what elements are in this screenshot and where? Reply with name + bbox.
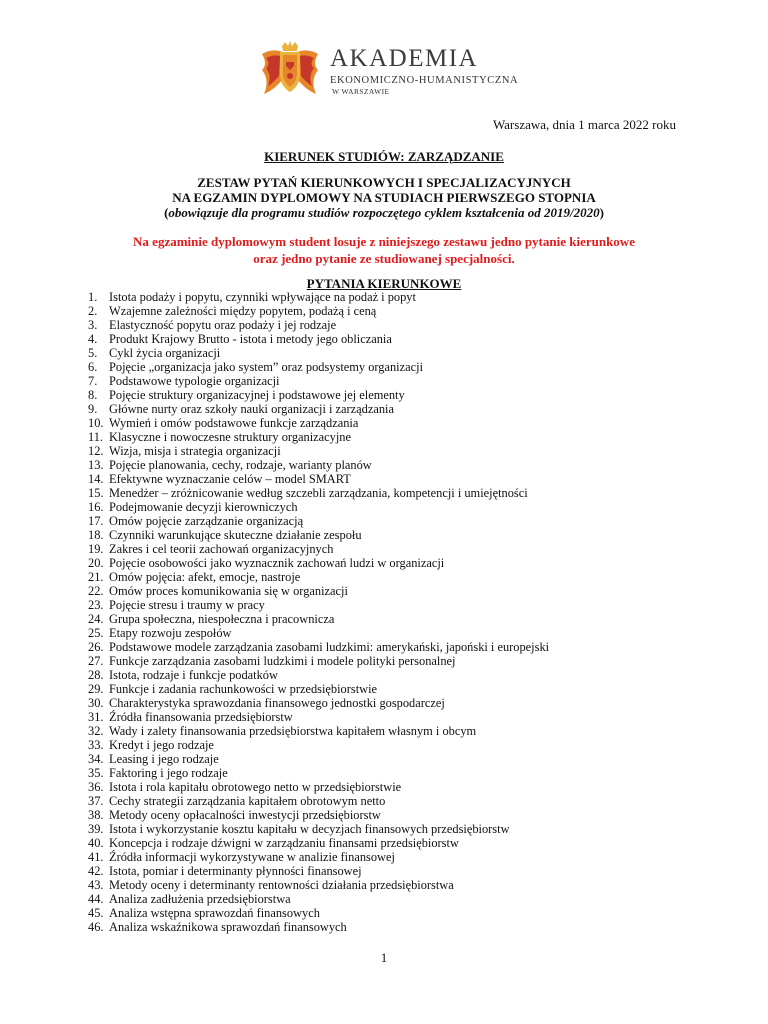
title-line-2: NA EGZAMIN DYPLOMOWY NA STUDIACH PIERWSZEGO STOPNIA bbox=[172, 190, 596, 205]
question-text: Analiza zadłużenia przedsiębiorstwa bbox=[109, 892, 291, 906]
question-text: Omów pojęcia: afekt, emocje, nastroje bbox=[109, 570, 301, 584]
question-number: 5. bbox=[88, 346, 98, 360]
question-item bbox=[88, 850, 688, 864]
question-text: Omów proces komunikowania się w organizacji bbox=[109, 584, 348, 598]
notice-line-2: oraz jedno pytanie ze studiowanej specjalności. bbox=[253, 251, 515, 266]
question-item bbox=[88, 892, 688, 906]
question-text: Analiza wstępna sprawozdań finansowych bbox=[109, 906, 320, 920]
question-item bbox=[88, 486, 688, 500]
question-text: Czynniki warunkujące skuteczne działanie zespołu bbox=[109, 528, 362, 542]
question-item bbox=[88, 724, 688, 738]
question-text: Podejmowanie decyzji kierowniczych bbox=[109, 500, 298, 514]
question-number: 34. bbox=[88, 752, 104, 766]
question-number: 42. bbox=[88, 864, 104, 878]
question-item bbox=[88, 668, 688, 682]
question-item bbox=[88, 710, 688, 724]
question-number: 9. bbox=[88, 402, 98, 416]
section-title: PYTANIA KIERUNKOWE bbox=[306, 276, 462, 291]
question-text: Zakres i cel teorii zachowań organizacyjnych bbox=[109, 542, 334, 556]
question-text: Charakterystyka sprawozdania finansowego jednostki gospodarczej bbox=[109, 696, 445, 710]
question-number: 41. bbox=[88, 850, 104, 864]
question-text: Elastyczność popytu oraz podaży i jej rodzaje bbox=[109, 318, 337, 332]
question-number: 23. bbox=[88, 598, 104, 612]
question-number: 27. bbox=[88, 654, 104, 668]
question-item bbox=[88, 318, 688, 332]
question-list bbox=[88, 290, 688, 934]
question-number: 14. bbox=[88, 472, 104, 486]
question-number: 25. bbox=[88, 626, 104, 640]
question-item bbox=[88, 472, 688, 486]
title-note: (obowiązuje dla programu studiów rozpoczętego cyklem kształcenia od 2019/2020) bbox=[164, 205, 604, 220]
question-number: 26. bbox=[88, 640, 104, 654]
question-number: 45. bbox=[88, 906, 104, 920]
question-text: Źródła informacji wykorzystywane w analizie finansowej bbox=[109, 850, 395, 864]
crest-icon bbox=[256, 40, 324, 100]
question-text: Leasing i jego rodzaje bbox=[109, 752, 219, 766]
question-item bbox=[88, 640, 688, 654]
question-text: Analiza wskaźnikowa sprawozdań finansowych bbox=[109, 920, 347, 934]
question-item bbox=[88, 808, 688, 822]
question-text: Istota, pomiar i determinanty płynności finansowej bbox=[109, 864, 362, 878]
question-number: 36. bbox=[88, 780, 104, 794]
question-number: 35. bbox=[88, 766, 104, 780]
question-item bbox=[88, 332, 688, 346]
question-text: Istota, rodzaje i funkcje podatków bbox=[109, 668, 278, 682]
exam-notice bbox=[0, 233, 768, 267]
question-number: 17. bbox=[88, 514, 104, 528]
question-number: 19. bbox=[88, 542, 104, 556]
question-text: Wizja, misja i strategia organizacji bbox=[109, 444, 281, 458]
question-item bbox=[88, 528, 688, 542]
question-number: 11. bbox=[88, 430, 104, 444]
question-text: Główne nurty oraz szkoły nauki organizacji i zarządzania bbox=[109, 402, 394, 416]
question-number: 4. bbox=[88, 332, 98, 346]
question-text: Cykl życia organizacji bbox=[109, 346, 221, 360]
question-text: Wymień i omów podstawowe funkcje zarządzania bbox=[109, 416, 359, 430]
question-text: Funkcje zarządzania zasobami ludzkimi i modele polityki personalnej bbox=[109, 654, 456, 668]
question-item bbox=[88, 920, 688, 934]
question-item bbox=[88, 864, 688, 878]
question-number: 38. bbox=[88, 808, 104, 822]
title-line-1: ZESTAW PYTAŃ KIERUNKOWYCH I SPECJALIZACYJNYCH bbox=[197, 175, 571, 190]
question-text: Pojęcie stresu i traumy w pracy bbox=[109, 598, 265, 612]
question-item bbox=[88, 626, 688, 640]
question-item bbox=[88, 444, 688, 458]
field-of-study-heading: KIERUNEK STUDIÓW: ZARZĄDZANIE bbox=[264, 149, 504, 164]
question-number: 20. bbox=[88, 556, 104, 570]
university-logo bbox=[256, 40, 518, 100]
question-text: Wzajemne zależności między popytem, podażą i ceną bbox=[109, 304, 377, 318]
question-text: Istota podaży i popytu, czynniki wpływające na podaż i popyt bbox=[109, 290, 416, 304]
question-item bbox=[88, 766, 688, 780]
question-text: Wady i zalety finansowania przedsiębiorstwa kapitałem własnym i obcym bbox=[109, 724, 477, 738]
question-item bbox=[88, 822, 688, 836]
question-item bbox=[88, 612, 688, 626]
notice-line-1: Na egzaminie dyplomowym student losuje z niniejszego zestawu jedno pytanie kierunkowe bbox=[133, 234, 635, 249]
question-item bbox=[88, 500, 688, 514]
question-number: 28. bbox=[88, 668, 104, 682]
question-item bbox=[88, 514, 688, 528]
question-item bbox=[88, 654, 688, 668]
question-number: 40. bbox=[88, 836, 104, 850]
page-number: 1 bbox=[380, 950, 388, 965]
question-number: 6. bbox=[88, 360, 98, 374]
question-text: Grupa społeczna, niespołeczna i pracownicza bbox=[109, 612, 335, 626]
question-number: 12. bbox=[88, 444, 104, 458]
document-title bbox=[0, 175, 768, 220]
question-text: Faktoring i jego rodzaje bbox=[109, 766, 228, 780]
question-item bbox=[88, 556, 688, 570]
question-number: 30. bbox=[88, 696, 104, 710]
logo-title: AKADEMIA bbox=[330, 45, 479, 72]
question-text: Menedżer – zróżnicowanie według szczebli zarządzania, kompetencji i umiejętności bbox=[109, 486, 528, 500]
question-text: Pojęcie struktury organizacyjnej i podstawowe jej elementy bbox=[109, 388, 405, 402]
question-number: 10. bbox=[88, 416, 104, 430]
question-number: 39. bbox=[88, 822, 104, 836]
question-item bbox=[88, 458, 688, 472]
question-item bbox=[88, 304, 688, 318]
logo-subtitle: EKONOMICZNO-HUMANISTYCZNA bbox=[330, 75, 519, 86]
question-text: Omów pojęcie zarządzanie organizacją bbox=[109, 514, 304, 528]
question-number: 3. bbox=[88, 318, 98, 332]
question-text: Cechy strategii zarządzania kapitałem obrotowym netto bbox=[109, 794, 386, 808]
question-item bbox=[88, 388, 688, 402]
question-text: Koncepcja i rodzaje dźwigni w zarządzaniu finansami przedsiębiorstw bbox=[109, 836, 459, 850]
question-item bbox=[88, 780, 688, 794]
question-number: 15. bbox=[88, 486, 104, 500]
question-text: Podstawowe modele zarządzania zasobami ludzkimi: amerykański, japoński i europejski bbox=[109, 640, 550, 654]
question-item bbox=[88, 430, 688, 444]
question-item bbox=[88, 416, 688, 430]
question-text: Metody oceny opłacalności inwestycji przedsiębiorstw bbox=[109, 808, 381, 822]
question-item bbox=[88, 836, 688, 850]
question-item bbox=[88, 598, 688, 612]
question-number: 44. bbox=[88, 892, 104, 906]
question-text: Funkcje i zadania rachunkowości w przedsiębiorstwie bbox=[109, 682, 378, 696]
question-number: 33. bbox=[88, 738, 104, 752]
question-number: 29. bbox=[88, 682, 104, 696]
question-item bbox=[88, 584, 688, 598]
question-text: Efektywne wyznaczanie celów – model SMART bbox=[109, 472, 351, 486]
question-item bbox=[88, 402, 688, 416]
question-text: Produkt Krajowy Brutto - istota i metody jego obliczania bbox=[109, 332, 392, 346]
question-number: 32. bbox=[88, 724, 104, 738]
question-item bbox=[88, 290, 688, 304]
question-number: 43. bbox=[88, 878, 104, 892]
question-number: 22. bbox=[88, 584, 104, 598]
question-item bbox=[88, 346, 688, 360]
title-note-text: obowiązuje dla programu studiów rozpoczętego cyklem kształcenia od 2019/2020 bbox=[168, 205, 600, 220]
logo-city: W WARSZAWIE bbox=[332, 87, 390, 96]
question-number: 1. bbox=[88, 290, 98, 304]
question-text: Klasyczne i nowoczesne struktury organizacyjne bbox=[109, 430, 351, 444]
question-item bbox=[88, 542, 688, 556]
date-line: Warszawa, dnia 1 marca 2022 roku bbox=[492, 117, 676, 132]
question-text: Pojęcie „organizacja jako system” oraz podsystemy organizacji bbox=[109, 360, 424, 374]
question-number: 21. bbox=[88, 570, 104, 584]
question-item bbox=[88, 752, 688, 766]
question-number: 18. bbox=[88, 528, 104, 542]
question-number: 8. bbox=[88, 388, 98, 402]
question-number: 2. bbox=[88, 304, 98, 318]
question-text: Pojęcie osobowości jako wyznacznik zachowań ludzi w organizacji bbox=[109, 556, 445, 570]
question-item bbox=[88, 360, 688, 374]
question-number: 31. bbox=[88, 710, 104, 724]
question-text: Pojęcie planowania, cechy, rodzaje, warianty planów bbox=[109, 458, 372, 472]
question-text: Etapy rozwoju zespołów bbox=[109, 626, 232, 640]
question-text: Podstawowe typologie organizacji bbox=[109, 374, 280, 388]
question-item bbox=[88, 738, 688, 752]
question-number: 24. bbox=[88, 612, 104, 626]
question-item bbox=[88, 794, 688, 808]
question-item bbox=[88, 682, 688, 696]
question-text: Metody oceny i determinanty rentowności działania przedsiębiorstwa bbox=[109, 878, 454, 892]
question-text: Istota i wykorzystanie kosztu kapitału w decyzjach finansowych przedsiębiorstw bbox=[109, 822, 510, 836]
question-number: 37. bbox=[88, 794, 104, 808]
question-item bbox=[88, 906, 688, 920]
question-number: 46. bbox=[88, 920, 104, 934]
question-number: 13. bbox=[88, 458, 104, 472]
question-item bbox=[88, 878, 688, 892]
question-text: Kredyt i jego rodzaje bbox=[109, 738, 214, 752]
question-number: 7. bbox=[88, 374, 98, 388]
question-text: Istota i rola kapitału obrotowego netto w przedsiębiorstwie bbox=[109, 780, 402, 794]
question-item bbox=[88, 696, 688, 710]
question-number: 16. bbox=[88, 500, 104, 514]
question-text: Źródła finansowania przedsiębiorstw bbox=[109, 710, 293, 724]
question-item bbox=[88, 374, 688, 388]
question-item bbox=[88, 570, 688, 584]
